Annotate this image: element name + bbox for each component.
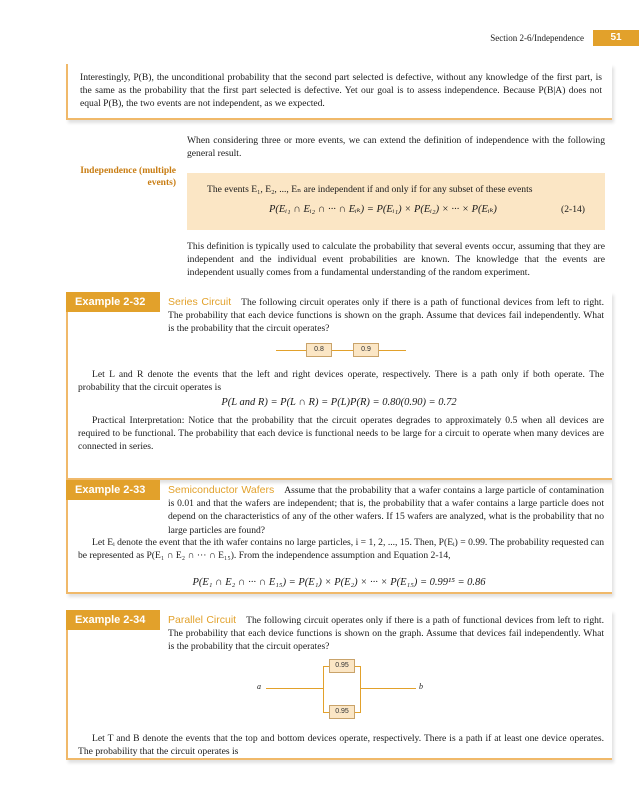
example-equation: P(E₁ ∩ E₂ ∩ ··· ∩ E₁₅) = P(E₁) × P(E₂) × ··· × P(E₁₅) = 0.99¹⁵ = 0.86 [192, 577, 486, 588]
equation-number: (2-14) [561, 204, 585, 215]
example-2-33 [66, 480, 612, 596]
example-title: Parallel Circuit [168, 614, 237, 626]
margin-label: Independence (multiple events) [80, 166, 176, 188]
example-problem [168, 484, 604, 537]
practical-interpretation: Practical Interpretation: Notice that the probability that the circuit operates degrades to approximately 0.5 when all devices are required to be functional. The probability that each device is functional needs to be large for a circuit to operate when many devices are connected in series. [78, 415, 604, 453]
example-title: Semiconductor Wafers [168, 484, 275, 496]
example-equation: P(L and R) = P(L ∩ R) = P(L)P(R) = 0.80(0.90) = 0.72 [221, 397, 457, 408]
example-problem-text: The following circuit operates only if there is a path of functional devices from left to right. The probability that each device functions is shown on the graph. Assume that devices fail independently. What is the probability that the circuit operates? [168, 615, 604, 653]
circuit-wire-left-vertical [323, 666, 324, 712]
circuit-device-right: 0.9 [353, 343, 379, 357]
circuit-device-bottom: 0.95 [329, 705, 355, 719]
example-label: Example 2-32 [66, 292, 160, 312]
example-solution: Let Eᵢ denote the event that the ith wafer contains no large particles, i = 1, 2, ..., 15. Then, P(Eᵢ) = 0.99. The probability requested can be represented as P(E₁ ∩ E₂ ∩ ··· ∩ E₁₅). From the independence assumption and Equation 2-14, [78, 537, 604, 562]
example-solution: Let T and B denote the events that the top and bottom devices operate, respectively. There is a path if at least one device operates. The probability that the circuit operates is [78, 733, 604, 758]
definition-box [187, 173, 605, 230]
example-problem-text: The following circuit operates only if there is a path of functional devices from left to right. The probability that each device functions is shown on the graph. Assume that devices fail independently. What is the probability that the circuit operates? [168, 297, 604, 335]
section-title: Section 2-6/Independence [490, 33, 584, 43]
circuit-wire [276, 350, 406, 351]
circuit-device-top: 0.95 [329, 659, 355, 673]
definition-equation: P(Eᵢ₁ ∩ Eᵢ₂ ∩ ··· ∩ Eᵢₖ) = P(Eᵢ₁) × P(Eᵢ₂) × ··· × P(Eᵢₖ) [269, 204, 497, 215]
continuation-box [66, 64, 612, 120]
example-2-32 [66, 292, 612, 482]
page-number: 51 [593, 30, 639, 46]
intro-paragraph: When considering three or more events, we can extend the definition of independence with the following general result. [187, 135, 605, 160]
circuit-wire-left [266, 688, 323, 689]
node-a-label: a [257, 682, 261, 691]
example-problem [168, 296, 604, 336]
node-b-label: b [419, 682, 423, 691]
continuation-paragraph: Interestingly, P(B), the unconditional probability that the second part selected is defective, without any knowledge of the first part, is the same as the probability that the first part selected is defective. Yet our goal is to assess independence. Because P(B|A) does not equal P(B), the two events are not independent, as we expected. [80, 72, 602, 110]
example-2-34 [66, 610, 612, 762]
page-header [0, 30, 639, 46]
circuit-wire-right [360, 688, 416, 689]
example-label: Example 2-33 [66, 480, 160, 500]
usage-paragraph: This definition is typically used to calculate the probability that several events occur, assuming that they are independent and the individual event probabilities are known. The knowledge that the events are independent usually comes from a fundamental understanding of the random experiment. [187, 241, 605, 279]
example-problem [168, 614, 604, 654]
definition-statement: The events E₁, E₂, ..., Eₙ are independent if and only if for any subset of these events [207, 184, 533, 195]
example-title: Series Circuit [168, 296, 232, 308]
example-problem-text: Assume that the probability that a wafer contains a large particle of contamination is 0.01 and that the wafers are independent; that is, the probability that a wafer contains a large particle does not depend on the characteristics of any of the other wafers. If 15 wafers are analyzed, what is the probability that no large particles are found? [168, 485, 604, 536]
circuit-wire [355, 666, 361, 667]
example-solution: Let L and R denote the events that the left and right devices operate, respectively. There is a path only if both operate. The probability that the circuit operates is [78, 369, 604, 394]
circuit-wire-right-vertical [360, 666, 361, 712]
circuit-wire [355, 712, 361, 713]
circuit-device-left: 0.8 [306, 343, 332, 357]
example-label: Example 2-34 [66, 610, 160, 630]
